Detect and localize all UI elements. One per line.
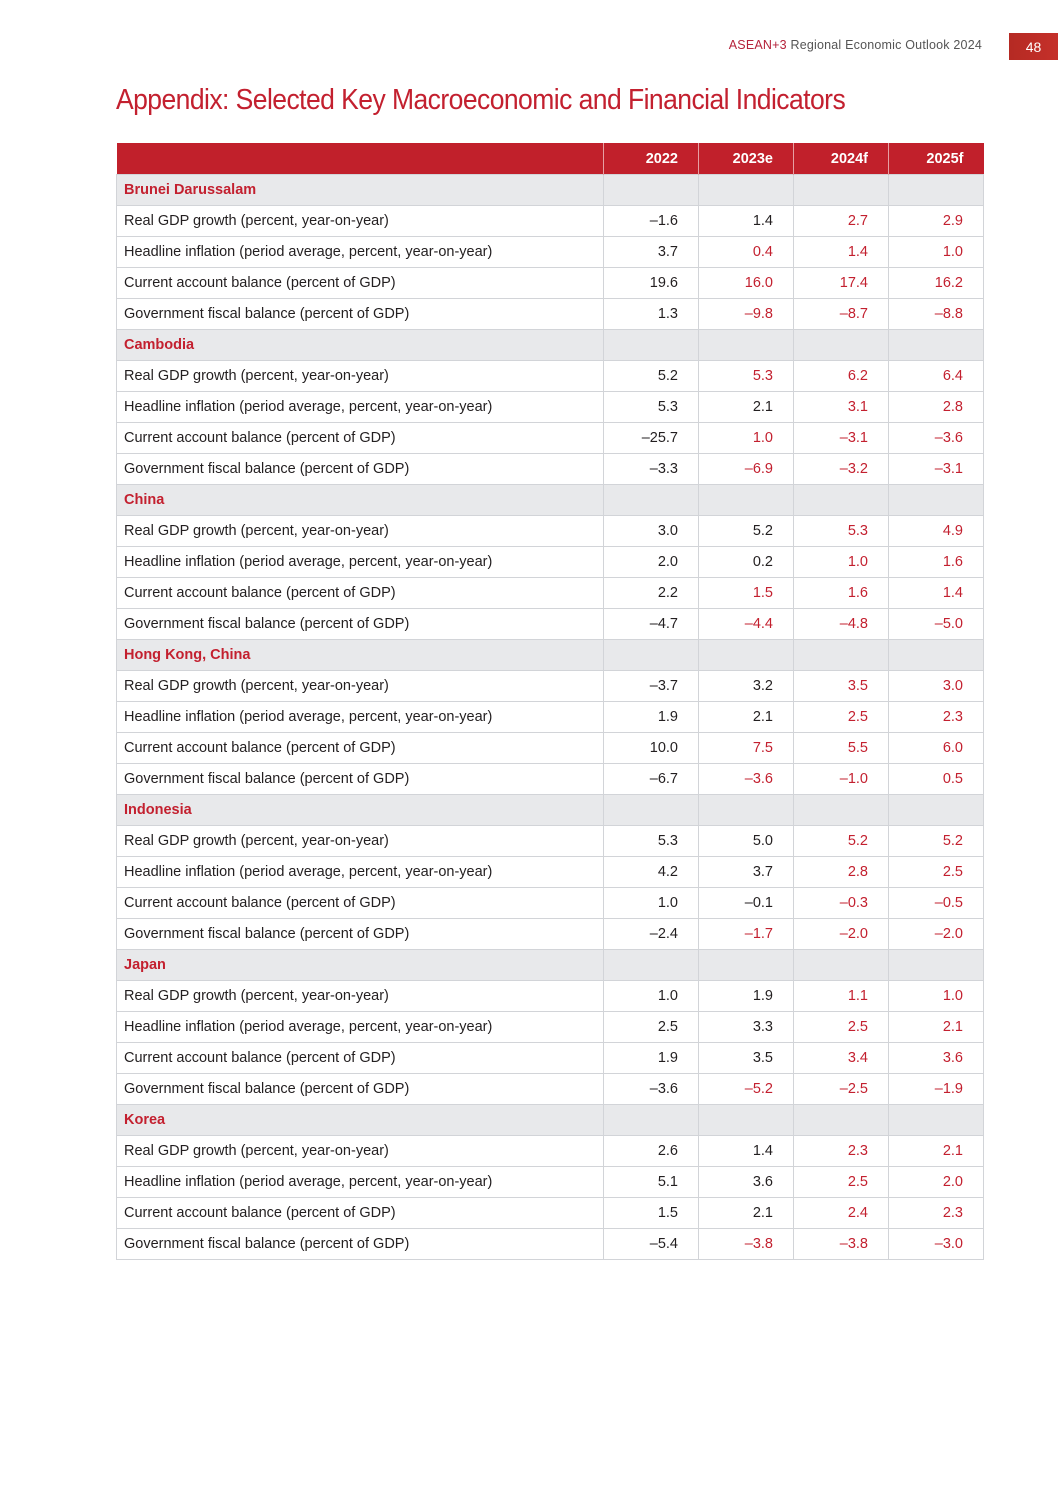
table-row (117, 1136, 984, 1167)
indicator-label: Current account balance (percent of GDP) (117, 423, 604, 454)
value-cell-2024f: –0.3 (794, 888, 889, 919)
value-cell-2023e: 3.5 (699, 1043, 794, 1074)
value-cell-2025f: 2.0 (889, 1167, 984, 1198)
value-cell-2024f: 3.5 (794, 671, 889, 702)
value-cell-2024f: 2.7 (794, 206, 889, 237)
country-row-empty-cell (889, 950, 984, 981)
indicator-label: Current account balance (percent of GDP) (117, 268, 604, 299)
value-cell-2025f: 1.6 (889, 547, 984, 578)
indicator-label: Headline inflation (period average, percent, year-on-year) (117, 857, 604, 888)
value-cell-2022: 1.3 (604, 299, 699, 330)
country-row (117, 175, 984, 206)
value-cell-2024f: 1.1 (794, 981, 889, 1012)
indicator-label: Headline inflation (period average, percent, year-on-year) (117, 547, 604, 578)
value-cell-2023e: 0.4 (699, 237, 794, 268)
value-cell-2023e: 1.4 (699, 206, 794, 237)
value-cell-2023e: –5.2 (699, 1074, 794, 1105)
country-row-empty-cell (794, 330, 889, 361)
column-header-2024f: 2024f (794, 143, 889, 175)
header-publication: Regional Economic Outlook 2024 (790, 38, 982, 52)
value-cell-2025f: 3.0 (889, 671, 984, 702)
table-row (117, 454, 984, 485)
value-cell-2024f: 2.4 (794, 1198, 889, 1229)
value-cell-2022: 5.2 (604, 361, 699, 392)
value-cell-2022: 3.0 (604, 516, 699, 547)
value-cell-2024f: –4.8 (794, 609, 889, 640)
value-cell-2022: –3.6 (604, 1074, 699, 1105)
country-row-empty-cell (604, 175, 699, 206)
indicator-label: Headline inflation (period average, percent, year-on-year) (117, 1167, 604, 1198)
value-cell-2025f: –3.0 (889, 1229, 984, 1260)
country-name: Cambodia (117, 330, 604, 361)
value-cell-2023e: 5.0 (699, 826, 794, 857)
value-cell-2025f: 0.5 (889, 764, 984, 795)
value-cell-2024f: 1.0 (794, 547, 889, 578)
indicator-label: Real GDP growth (percent, year-on-year) (117, 516, 604, 547)
country-row-empty-cell (699, 1105, 794, 1136)
table-row (117, 919, 984, 950)
indicator-label: Current account balance (percent of GDP) (117, 1043, 604, 1074)
value-cell-2022: –2.4 (604, 919, 699, 950)
table-row (117, 981, 984, 1012)
country-row-empty-cell (794, 950, 889, 981)
country-row-empty-cell (699, 485, 794, 516)
indicator-label: Government fiscal balance (percent of GDP) (117, 919, 604, 950)
value-cell-2025f: 2.3 (889, 1198, 984, 1229)
value-cell-2025f: 2.9 (889, 206, 984, 237)
table-row (117, 361, 984, 392)
value-cell-2022: –25.7 (604, 423, 699, 454)
value-cell-2024f: 17.4 (794, 268, 889, 299)
country-row-empty-cell (889, 485, 984, 516)
column-header-2025f: 2025f (889, 143, 984, 175)
value-cell-2025f: –3.6 (889, 423, 984, 454)
indicator-label: Headline inflation (period average, percent, year-on-year) (117, 392, 604, 423)
table-row (117, 671, 984, 702)
value-cell-2024f: 2.3 (794, 1136, 889, 1167)
value-cell-2023e: 0.2 (699, 547, 794, 578)
value-cell-2023e: 3.7 (699, 857, 794, 888)
value-cell-2023e: 1.9 (699, 981, 794, 1012)
indicator-label: Real GDP growth (percent, year-on-year) (117, 826, 604, 857)
country-row-empty-cell (604, 950, 699, 981)
value-cell-2023e: –4.4 (699, 609, 794, 640)
value-cell-2023e: –3.8 (699, 1229, 794, 1260)
value-cell-2023e: 3.3 (699, 1012, 794, 1043)
table-row (117, 299, 984, 330)
value-cell-2023e: –0.1 (699, 888, 794, 919)
value-cell-2025f: 2.5 (889, 857, 984, 888)
indicator-label: Government fiscal balance (percent of GDP) (117, 609, 604, 640)
value-cell-2022: 2.6 (604, 1136, 699, 1167)
value-cell-2023e: 16.0 (699, 268, 794, 299)
value-cell-2022: 5.3 (604, 392, 699, 423)
value-cell-2025f: 2.1 (889, 1136, 984, 1167)
value-cell-2023e: –3.6 (699, 764, 794, 795)
value-cell-2024f: 1.6 (794, 578, 889, 609)
table-row (117, 578, 984, 609)
table-row (117, 888, 984, 919)
indicator-label: Headline inflation (period average, percent, year-on-year) (117, 237, 604, 268)
table-row (117, 1043, 984, 1074)
page-number: 48 (1009, 33, 1058, 60)
country-row-empty-cell (699, 640, 794, 671)
value-cell-2024f: 5.2 (794, 826, 889, 857)
country-row (117, 330, 984, 361)
country-row-empty-cell (604, 330, 699, 361)
table-row (117, 392, 984, 423)
country-row-empty-cell (889, 175, 984, 206)
value-cell-2022: 4.2 (604, 857, 699, 888)
indicator-label: Real GDP growth (percent, year-on-year) (117, 206, 604, 237)
value-cell-2023e: 1.5 (699, 578, 794, 609)
value-cell-2025f: 1.4 (889, 578, 984, 609)
country-name: Hong Kong, China (117, 640, 604, 671)
table-row (117, 206, 984, 237)
value-cell-2022: –4.7 (604, 609, 699, 640)
table-row (117, 268, 984, 299)
country-name: Indonesia (117, 795, 604, 826)
country-row-empty-cell (794, 1105, 889, 1136)
table-body (117, 175, 984, 1260)
value-cell-2022: 10.0 (604, 733, 699, 764)
country-name: Korea (117, 1105, 604, 1136)
value-cell-2024f: 2.5 (794, 1167, 889, 1198)
value-cell-2024f: 5.3 (794, 516, 889, 547)
table-row (117, 609, 984, 640)
value-cell-2025f: –2.0 (889, 919, 984, 950)
value-cell-2025f: 3.6 (889, 1043, 984, 1074)
value-cell-2023e: 1.0 (699, 423, 794, 454)
value-cell-2024f: –1.0 (794, 764, 889, 795)
table-row (117, 547, 984, 578)
table-row (117, 516, 984, 547)
column-header-2022: 2022 (604, 143, 699, 175)
value-cell-2024f: –2.5 (794, 1074, 889, 1105)
table-row (117, 1167, 984, 1198)
country-row-empty-cell (794, 795, 889, 826)
value-cell-2024f: –3.8 (794, 1229, 889, 1260)
indicator-label: Headline inflation (period average, percent, year-on-year) (117, 702, 604, 733)
country-row-empty-cell (889, 330, 984, 361)
value-cell-2025f: 6.0 (889, 733, 984, 764)
country-row (117, 485, 984, 516)
country-name: Japan (117, 950, 604, 981)
table-row (117, 764, 984, 795)
value-cell-2025f: 2.8 (889, 392, 984, 423)
table-row (117, 1012, 984, 1043)
value-cell-2023e: 2.1 (699, 1198, 794, 1229)
value-cell-2023e: 2.1 (699, 702, 794, 733)
value-cell-2024f: 3.4 (794, 1043, 889, 1074)
country-row-empty-cell (604, 640, 699, 671)
country-name: Brunei Darussalam (117, 175, 604, 206)
value-cell-2024f: 2.5 (794, 702, 889, 733)
value-cell-2025f: 4.9 (889, 516, 984, 547)
value-cell-2022: 5.3 (604, 826, 699, 857)
value-cell-2023e: 3.6 (699, 1167, 794, 1198)
value-cell-2023e: 2.1 (699, 392, 794, 423)
value-cell-2025f: 1.0 (889, 237, 984, 268)
header-brand: ASEAN+3 (728, 38, 787, 52)
indicator-label: Government fiscal balance (percent of GDP) (117, 764, 604, 795)
indicator-label: Real GDP growth (percent, year-on-year) (117, 1136, 604, 1167)
running-header (729, 38, 982, 52)
value-cell-2025f: –3.1 (889, 454, 984, 485)
value-cell-2022: 1.9 (604, 1043, 699, 1074)
country-row (117, 795, 984, 826)
value-cell-2022: 1.0 (604, 981, 699, 1012)
table-row (117, 1198, 984, 1229)
table-row (117, 1074, 984, 1105)
value-cell-2025f: 5.2 (889, 826, 984, 857)
value-cell-2022: 1.0 (604, 888, 699, 919)
value-cell-2025f: –0.5 (889, 888, 984, 919)
table-row (117, 1229, 984, 1260)
value-cell-2025f: 1.0 (889, 981, 984, 1012)
country-name: China (117, 485, 604, 516)
country-row-empty-cell (889, 1105, 984, 1136)
country-row-empty-cell (794, 485, 889, 516)
country-row-empty-cell (889, 795, 984, 826)
value-cell-2024f: –2.0 (794, 919, 889, 950)
value-cell-2023e: –6.9 (699, 454, 794, 485)
value-cell-2025f: –8.8 (889, 299, 984, 330)
indicator-label: Real GDP growth (percent, year-on-year) (117, 361, 604, 392)
indicator-label: Current account balance (percent of GDP) (117, 733, 604, 764)
table-row (117, 733, 984, 764)
value-cell-2024f: –8.7 (794, 299, 889, 330)
value-cell-2022: –6.7 (604, 764, 699, 795)
value-cell-2022: –5.4 (604, 1229, 699, 1260)
indicator-label: Headline inflation (period average, percent, year-on-year) (117, 1012, 604, 1043)
value-cell-2023e: 1.4 (699, 1136, 794, 1167)
country-row-empty-cell (604, 795, 699, 826)
table-header-row (117, 143, 984, 175)
value-cell-2024f: 2.8 (794, 857, 889, 888)
indicator-label: Current account balance (percent of GDP) (117, 578, 604, 609)
indicator-label: Real GDP growth (percent, year-on-year) (117, 981, 604, 1012)
indicator-label: Current account balance (percent of GDP) (117, 888, 604, 919)
value-cell-2022: 1.9 (604, 702, 699, 733)
country-row-empty-cell (699, 175, 794, 206)
value-cell-2024f: 3.1 (794, 392, 889, 423)
column-header-label (117, 143, 604, 175)
indicator-label: Current account balance (percent of GDP) (117, 1198, 604, 1229)
value-cell-2022: 1.5 (604, 1198, 699, 1229)
table-row (117, 702, 984, 733)
value-cell-2025f: 6.4 (889, 361, 984, 392)
value-cell-2024f: –3.2 (794, 454, 889, 485)
value-cell-2024f: 6.2 (794, 361, 889, 392)
country-row (117, 640, 984, 671)
indicator-label: Government fiscal balance (percent of GDP) (117, 454, 604, 485)
indicator-label: Real GDP growth (percent, year-on-year) (117, 671, 604, 702)
value-cell-2023e: 7.5 (699, 733, 794, 764)
country-row-empty-cell (604, 1105, 699, 1136)
table-row (117, 857, 984, 888)
indicators-table (116, 143, 984, 1260)
value-cell-2024f: –3.1 (794, 423, 889, 454)
country-row-empty-cell (794, 175, 889, 206)
value-cell-2025f: –1.9 (889, 1074, 984, 1105)
value-cell-2025f: 2.1 (889, 1012, 984, 1043)
country-row-empty-cell (699, 950, 794, 981)
indicator-label: Government fiscal balance (percent of GDP) (117, 1074, 604, 1105)
value-cell-2023e: 3.2 (699, 671, 794, 702)
page-title: Appendix: Selected Key Macroeconomic and Financial Indicators (116, 84, 846, 116)
table-row (117, 237, 984, 268)
value-cell-2024f: 2.5 (794, 1012, 889, 1043)
value-cell-2022: 3.7 (604, 237, 699, 268)
value-cell-2023e: –1.7 (699, 919, 794, 950)
value-cell-2024f: 5.5 (794, 733, 889, 764)
country-row-empty-cell (699, 330, 794, 361)
value-cell-2022: 5.1 (604, 1167, 699, 1198)
indicator-label: Government fiscal balance (percent of GDP) (117, 299, 604, 330)
value-cell-2022: –3.3 (604, 454, 699, 485)
country-row (117, 950, 984, 981)
country-row-empty-cell (699, 795, 794, 826)
value-cell-2025f: 16.2 (889, 268, 984, 299)
value-cell-2023e: 5.2 (699, 516, 794, 547)
value-cell-2025f: –5.0 (889, 609, 984, 640)
value-cell-2022: 2.5 (604, 1012, 699, 1043)
value-cell-2022: –1.6 (604, 206, 699, 237)
value-cell-2023e: –9.8 (699, 299, 794, 330)
column-header-2023e: 2023e (699, 143, 794, 175)
value-cell-2024f: 1.4 (794, 237, 889, 268)
country-row (117, 1105, 984, 1136)
value-cell-2022: 19.6 (604, 268, 699, 299)
table-row (117, 423, 984, 454)
table-row (117, 826, 984, 857)
value-cell-2022: –3.7 (604, 671, 699, 702)
country-row-empty-cell (794, 640, 889, 671)
country-row-empty-cell (604, 485, 699, 516)
country-row-empty-cell (889, 640, 984, 671)
value-cell-2022: 2.2 (604, 578, 699, 609)
value-cell-2025f: 2.3 (889, 702, 984, 733)
value-cell-2023e: 5.3 (699, 361, 794, 392)
indicator-label: Government fiscal balance (percent of GDP) (117, 1229, 604, 1260)
value-cell-2022: 2.0 (604, 547, 699, 578)
